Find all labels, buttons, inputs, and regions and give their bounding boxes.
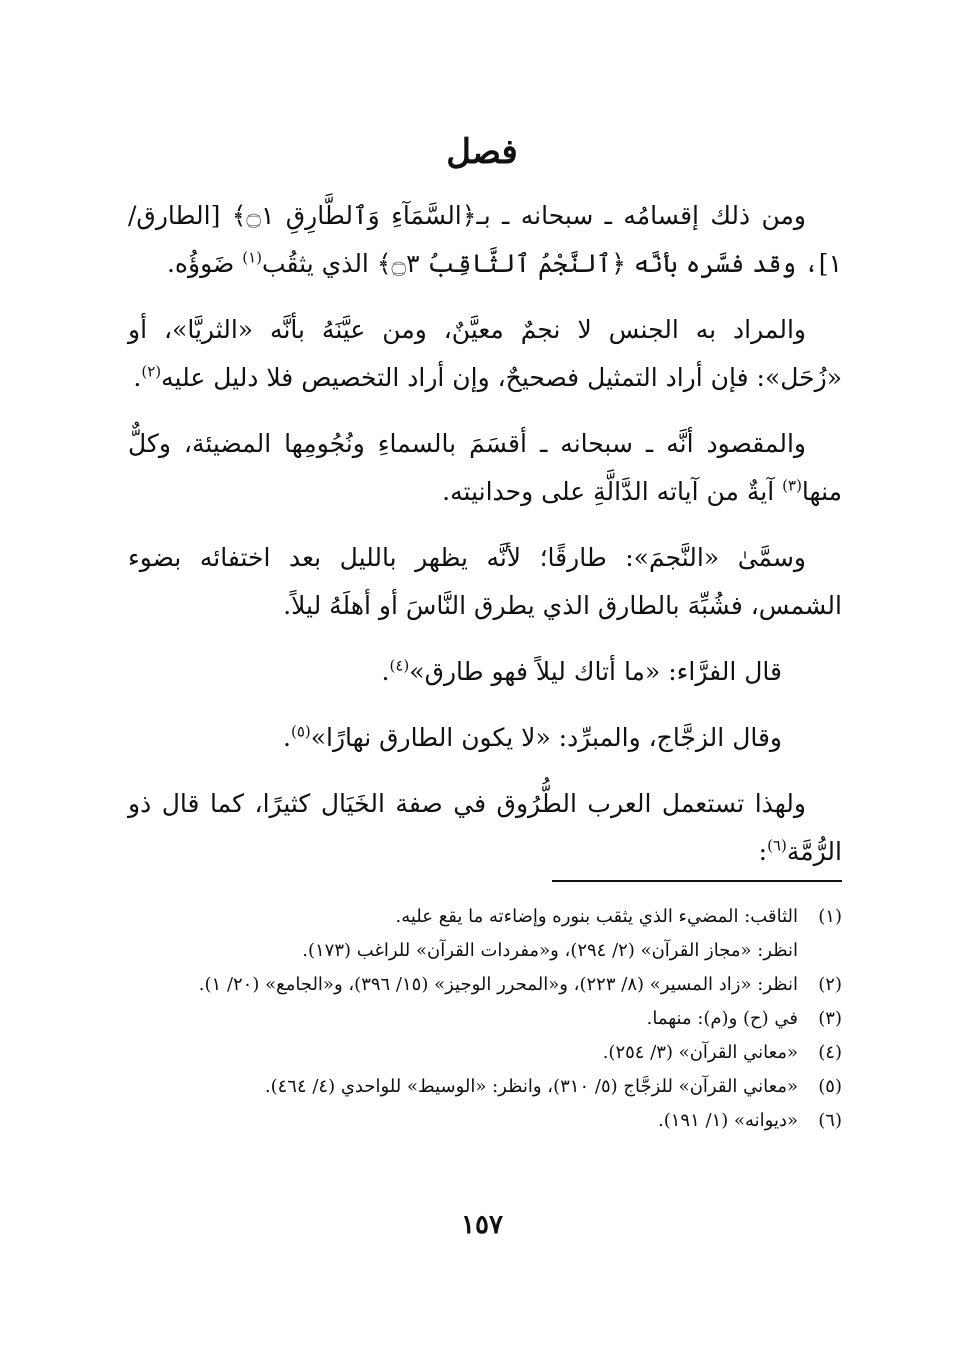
paragraph bbox=[128, 192, 842, 288]
footnotes bbox=[140, 900, 842, 1138]
paragraph-tail: ضَوؤُه. bbox=[166, 249, 243, 278]
footnote-body bbox=[140, 1070, 798, 1104]
quote-paragraph bbox=[128, 714, 842, 762]
paragraph-tail: آيةٌ من آياته الدَّالَّةِ على وحدانيته. bbox=[442, 477, 783, 506]
footnote-ref: (٣) bbox=[782, 476, 802, 495]
footnote-number: (٢) bbox=[818, 974, 842, 995]
paragraph-text: قال الفرَّاء: «ما أتاك ليلاً فهو طارق» bbox=[409, 657, 782, 686]
footnote bbox=[140, 1070, 842, 1104]
footnote-ref: (٥) bbox=[290, 722, 311, 741]
footnote-body bbox=[140, 968, 798, 1002]
paragraph-text: والمراد به الجنس لا نجمٌ معيَّنٌ، ومن عيَّنَهُ بأنَّه «الثريَّا»، أو «زُحَل»: فإن أراد التمثيل فصحيحٌ، وإن أراد التخصيص فلا دليل عليه bbox=[128, 315, 842, 392]
paragraph bbox=[128, 780, 842, 876]
footnote-number: (٣) bbox=[818, 1008, 842, 1029]
footnote bbox=[140, 1002, 842, 1036]
footnote-divider bbox=[552, 880, 842, 882]
quote-paragraph bbox=[128, 648, 842, 696]
paragraph-tail: : bbox=[758, 837, 768, 866]
footnote-line: في (ح) و(م): منهما. bbox=[646, 1008, 798, 1029]
footnote-ref: (١) bbox=[242, 248, 262, 267]
section-heading: فصل bbox=[446, 132, 518, 172]
footnote bbox=[140, 1036, 842, 1070]
footnote-ref: (٤) bbox=[389, 656, 410, 675]
footnote-body bbox=[140, 900, 798, 968]
footnote-body bbox=[140, 1036, 798, 1070]
footnote-ref: (٦) bbox=[767, 836, 787, 855]
paragraph-text: ومن ذلك إقسامُه ـ سبحانه ـ بـ﴿السَّمَآءِ وَٱلطَّارِقِ ۝١﴾ [الطارق/ ١]، وقد فسَّره بأنَّه ﴿ٱلنَّجْمُ ٱلثَّاقِبُ ۝٣﴾ الذي يثقُب bbox=[128, 201, 842, 278]
footnote-body bbox=[140, 1002, 798, 1036]
footnote-number: (١) bbox=[818, 906, 842, 927]
footnote bbox=[140, 900, 842, 968]
footnote-number: (٥) bbox=[818, 1076, 842, 1097]
paragraph-text: وسمَّىٰ «النَّجمَ»: طارقًا؛ لأنَّه يظهر بالليل بعد اختفائه بضوء الشمس، فشُبِّهَ بالطارق الذي يطرق النَّاسَ أو أهلَهُ ليلاً. bbox=[128, 543, 842, 620]
footnote-number: (٦) bbox=[818, 1110, 842, 1131]
footnote bbox=[140, 968, 842, 1002]
footnote bbox=[140, 1104, 842, 1138]
paragraph-tail: . bbox=[283, 723, 291, 752]
paragraph bbox=[128, 534, 842, 630]
paragraph-text: ولهذا تستعمل العرب الطُّرُوق في صفة الخَيَال كثيرًا، كما قال ذو الرُّمَّة bbox=[128, 789, 842, 866]
footnote-line: انظر: «مجاز القرآن» (٢/ ٢٩٤)، و«مفردات القرآن» للراغب (١٧٣). bbox=[302, 940, 798, 961]
footnote-line: انظر: «زاد المسير» (٨/ ٢٢٣)، و«المحرر الوجيز» (١٥/ ٣٩٦)، و«الجامع» (٢٠/ ١). bbox=[198, 974, 798, 995]
paragraph bbox=[128, 420, 842, 516]
paragraph bbox=[128, 306, 842, 402]
footnote-line: «ديوانه» (١/ ١٩١). bbox=[658, 1110, 798, 1131]
footnote-ref: (٢) bbox=[141, 362, 162, 381]
page-number: ١٥٧ bbox=[461, 1210, 503, 1240]
paragraph-text: وقال الزجَّاج، والمبرِّد: «لا يكون الطارق نهارًا» bbox=[310, 723, 782, 752]
footnote-body bbox=[140, 1104, 798, 1138]
footnote-line: «معاني القرآن» للزجَّاج (٥/ ٣١٠)، وانظر: «الوسيط» للواحدي (٤/ ٤٦٤). bbox=[264, 1076, 798, 1097]
footnote-line: الثاقب: المضيء الذي يثقب بنوره وإضاءته ما يقع عليه. bbox=[395, 906, 798, 927]
body-text bbox=[128, 192, 842, 894]
footnote-line: «معاني القرآن» (٣/ ٢٥٤). bbox=[602, 1042, 798, 1063]
paragraph-tail: . bbox=[133, 363, 142, 392]
paragraph-tail: . bbox=[381, 657, 390, 686]
paragraph-text: والمقصود أنَّه ـ سبحانه ـ أقسَمَ بالسماءِ ونُجُومِها المضيئة، وكلٌّ منها bbox=[128, 429, 842, 506]
footnote-number: (٤) bbox=[818, 1042, 842, 1063]
